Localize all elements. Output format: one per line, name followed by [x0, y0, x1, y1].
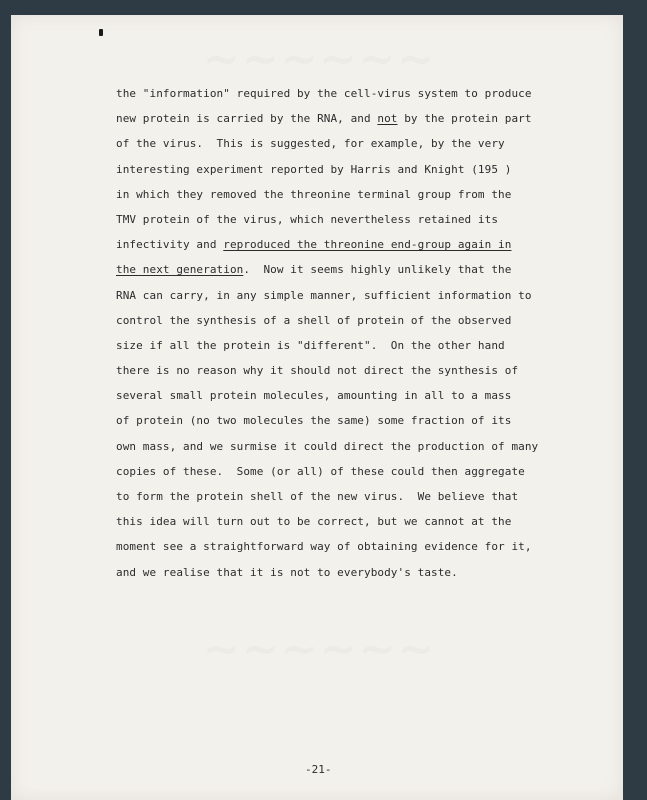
- text-line: control the synthesis of a shell of protein of the observed: [116, 313, 512, 327]
- text-line: of protein (no two molecules the same) some fraction of its: [116, 414, 512, 428]
- text-line: the "information" required by the cell-virus system to produce: [116, 87, 532, 100]
- document-page: [11, 15, 623, 800]
- text-line: several small protein molecules, amounting in all to a mass: [116, 389, 512, 403]
- text-line: to form the protein shell of the new virus. We believe that: [116, 490, 519, 503]
- paper-watermark: ~~~~~~: [201, 625, 435, 676]
- text-line: moment see a straightforward way of obtaining evidence for it,: [116, 540, 532, 554]
- text-line: new protein is carried by the RNA, and not by the protein part: [116, 112, 532, 126]
- text-line: in which they removed the threonine terminal group from the: [116, 187, 512, 201]
- underlined-emphasis: reproduced the threonine end-group again in: [223, 238, 512, 252]
- text-line: the next generation. Now it seems highly unlikely that the: [116, 263, 512, 277]
- text-line: and we realise that it is not to everybody's taste.: [116, 565, 458, 579]
- typed-paragraph: [116, 81, 606, 585]
- underlined-emphasis: not: [377, 112, 398, 126]
- text-line: size if all the protein is "different". On the other hand: [116, 338, 505, 352]
- scan-border: [623, 15, 647, 800]
- text-line: TMV protein of the virus, which nevertheless retained its: [116, 212, 499, 226]
- text-line: RNA can carry, in any simple manner, sufficient information to: [116, 288, 532, 302]
- text-line: there is no reason why it should not direct the synthesis of: [116, 364, 519, 378]
- text-line: this idea will turn out to be correct, but we cannot at the: [116, 515, 512, 529]
- page-number: -21-: [305, 763, 332, 776]
- paper-watermark: ~~~~~~: [201, 35, 435, 86]
- text-line: own mass, and we surmise it could direct the production of many: [116, 439, 539, 453]
- text-line: infectivity and reproduced the threonine end-group again in: [116, 238, 512, 252]
- underlined-emphasis: the next generation: [116, 263, 244, 277]
- text-line: interesting experiment reported by Harris and Knight (195 ): [116, 162, 512, 176]
- text-line: copies of these. Some (or all) of these could then aggregate: [116, 464, 525, 478]
- margin-ink-mark: [99, 29, 103, 36]
- text-line: of the virus. This is suggested, for example, by the very: [116, 137, 505, 151]
